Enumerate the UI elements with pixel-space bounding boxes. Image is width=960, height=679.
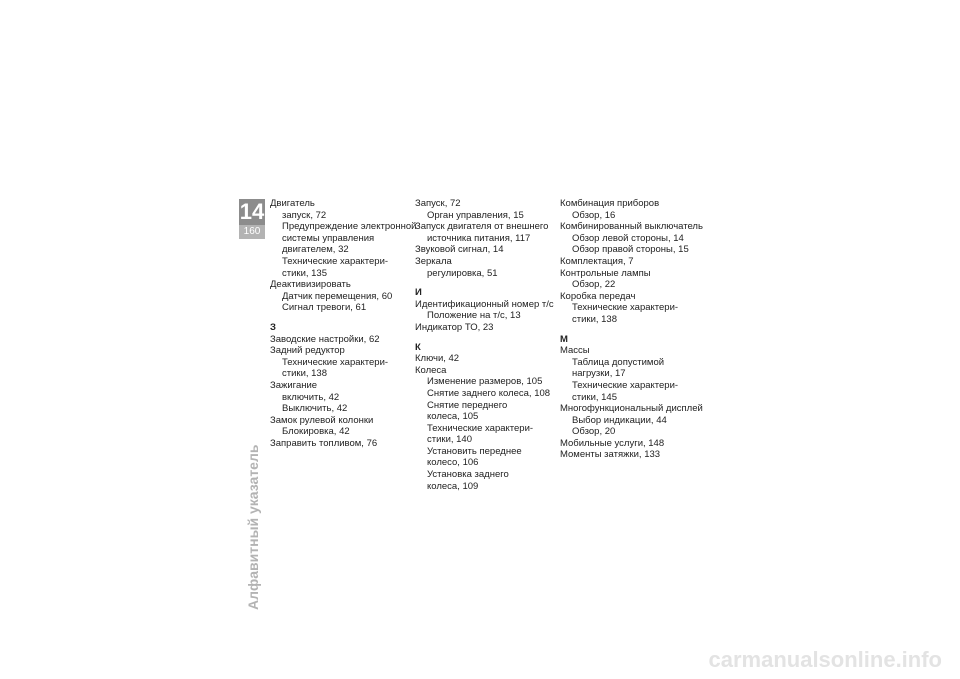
index-subentry[interactable]: стики, 145 bbox=[572, 391, 617, 403]
index-entry[interactable]: Заводские настройки, 62 bbox=[270, 333, 380, 345]
index-entry[interactable]: Индикатор ТО, 23 bbox=[415, 321, 494, 333]
index-subentry[interactable]: Технические характери- bbox=[282, 356, 389, 368]
index-entry[interactable]: Замок рулевой колонки bbox=[270, 414, 374, 426]
index-entry[interactable]: Запуск, 72 bbox=[415, 198, 461, 209]
index-entry[interactable]: Идентификационный номер т/с bbox=[415, 298, 554, 310]
index-entry[interactable]: Моменты затяжки, 133 bbox=[560, 449, 661, 461]
index-letter-heading: М bbox=[560, 333, 568, 345]
index-entry[interactable]: Колеса bbox=[415, 364, 447, 376]
index-subentry[interactable]: Сигнал тревоги, 61 bbox=[282, 302, 367, 314]
index-subentry[interactable]: Выбор индикации, 44 bbox=[572, 414, 667, 426]
index-subentry[interactable]: стики, 140 bbox=[427, 434, 472, 446]
index-entry[interactable]: Комбинированный выключатель bbox=[560, 221, 703, 233]
index-subentry[interactable]: стики, 135 bbox=[282, 267, 327, 279]
index-entry[interactable]: Контрольные лампы bbox=[560, 267, 651, 279]
index-subentry[interactable]: Обзор левой стороны, 14 bbox=[572, 232, 684, 244]
section-side-title bbox=[243, 410, 263, 610]
index-subentry[interactable]: Обзор правой стороны, 15 bbox=[572, 244, 689, 256]
index-entry[interactable]: Запуск двигателя от внешнего bbox=[415, 221, 549, 233]
page-number: 160 bbox=[239, 225, 265, 239]
section-title: Алфавитный указатель bbox=[245, 444, 261, 610]
index-subentry[interactable]: Положение на т/с, 13 bbox=[427, 310, 521, 322]
index-subentry[interactable]: Датчик перемещения, 60 bbox=[282, 290, 393, 302]
index-subentry[interactable]: колеса, 105 bbox=[427, 411, 479, 423]
index-letter-heading: К bbox=[415, 341, 421, 353]
index-subentry[interactable]: Установить переднее bbox=[427, 445, 522, 457]
index-subentry[interactable]: Изменение размеров, 105 bbox=[427, 376, 543, 388]
index-subentry[interactable]: Технические характери- bbox=[427, 422, 534, 434]
index-subentry[interactable]: Предупреждение электронной bbox=[282, 221, 417, 233]
index-subentry[interactable]: Технические характери- bbox=[282, 255, 389, 267]
index-subentry[interactable]: Технические характери- bbox=[572, 379, 679, 391]
chapter-tab bbox=[239, 199, 265, 239]
index-subentry[interactable]: Таблица допустимой bbox=[572, 356, 665, 368]
index-subentry[interactable]: Орган управления, 15 bbox=[427, 209, 524, 221]
index-column-3 bbox=[560, 198, 703, 461]
index-subentry[interactable]: Технические характери- bbox=[572, 302, 679, 314]
index-entry[interactable]: Ключи, 42 bbox=[415, 353, 460, 365]
index-subentry[interactable]: нагрузки, 17 bbox=[572, 368, 626, 380]
index-subentry[interactable]: запуск, 72 bbox=[282, 209, 327, 221]
index-entry[interactable]: Многофункциональный дисплей bbox=[560, 403, 703, 415]
index-column-1 bbox=[270, 198, 417, 449]
index-entry[interactable]: Задний редуктор bbox=[270, 345, 345, 357]
index-subentry[interactable]: Установка заднего bbox=[427, 469, 509, 481]
index-letter-heading: З bbox=[270, 321, 276, 333]
index-subentry[interactable]: Обзор, 22 bbox=[572, 279, 616, 291]
index-subentry[interactable]: двигателем, 32 bbox=[282, 244, 349, 256]
index-entry[interactable]: Массы bbox=[560, 345, 590, 357]
index-subentry[interactable]: системы управления bbox=[282, 232, 375, 244]
index-entry[interactable]: Зажигание bbox=[270, 379, 318, 391]
index-subentry[interactable]: источника питания, 117 bbox=[427, 232, 531, 244]
index-entry[interactable]: Двигатель bbox=[270, 198, 315, 209]
index-subentry[interactable]: включить, 42 bbox=[282, 391, 340, 403]
index-entry[interactable]: Заправить топливом, 76 bbox=[270, 437, 378, 449]
index-entry[interactable]: Звуковой сигнал, 14 bbox=[415, 244, 504, 256]
index-entry[interactable]: Мобильные услуги, 148 bbox=[560, 437, 665, 449]
index-entry[interactable]: Комплектация, 7 bbox=[560, 255, 634, 267]
index-entry[interactable]: Коробка передач bbox=[560, 290, 636, 302]
index-subentry[interactable]: колеса, 109 bbox=[427, 480, 479, 492]
index-entry[interactable]: Зеркала bbox=[415, 255, 452, 267]
index-subentry[interactable]: регулировка, 51 bbox=[427, 267, 498, 279]
index-entry[interactable]: Комбинация приборов bbox=[560, 198, 660, 209]
index-subentry[interactable]: Обзор, 20 bbox=[572, 426, 616, 438]
index-subentry[interactable]: стики, 138 bbox=[282, 368, 327, 380]
index-column-2 bbox=[415, 198, 555, 492]
chapter-number: 14 bbox=[239, 199, 265, 224]
index-subentry[interactable]: Снятие переднего bbox=[427, 399, 508, 411]
index-letter-heading: И bbox=[415, 287, 422, 299]
index-subentry[interactable]: Снятие заднего колеса, 108 bbox=[427, 387, 551, 399]
watermark: carmanualsonline.info bbox=[708, 647, 942, 672]
index-subentry[interactable]: Обзор, 16 bbox=[572, 209, 616, 221]
index-subentry[interactable]: Блокировка, 42 bbox=[282, 426, 350, 438]
index-subentry[interactable]: колесо, 106 bbox=[427, 457, 479, 469]
index-entry[interactable]: Деактивизировать bbox=[270, 279, 351, 291]
index-subentry[interactable]: Выключить, 42 bbox=[282, 403, 348, 415]
index-subentry[interactable]: стики, 138 bbox=[572, 313, 617, 325]
